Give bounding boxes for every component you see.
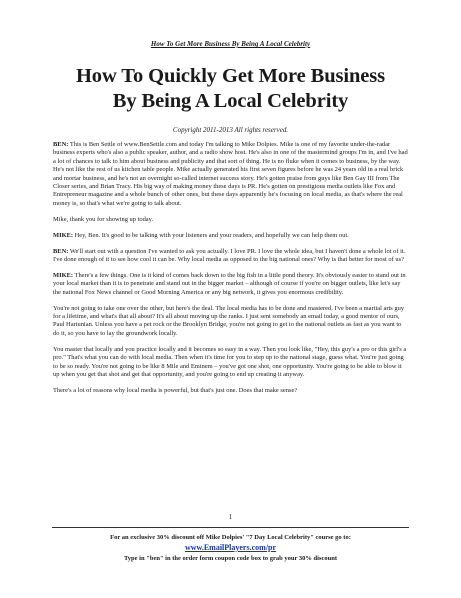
paragraph [53, 272, 408, 297]
paragraph-text: You're not going to take one over the other, but here's the deal. The local media has to be done and mastered. I've been a martial arts guy for a lifetime, and what's that all about? It's all about moving up the ranks. I just sent somebody an email today, a good mentor of ours, Paul Hartunian. Unless you have a pet rock or the Brooklyn Bridge, you're not going to get to the national outlets as fast as you want to do it, so you have to lay the groundwork locally. [53, 304, 405, 337]
footer-offer-text: For an exclusive 30% discount off Mike Dolpies' "7 Day Local Celebrity" course go to: [110, 534, 351, 541]
paragraph [53, 305, 408, 339]
page-number: 1 [228, 513, 233, 521]
paragraph [53, 232, 408, 240]
interview-body [53, 141, 408, 403]
paragraph-text: Hey, Ben. It's good to be talking with your listeners and your readers, and hopefully we can help them out. [73, 231, 349, 239]
speaker-label: BEN: [53, 141, 69, 148]
page-title [40, 64, 421, 114]
paragraph-text: There's a lot of reasons why local media is powerful, but that's just one. Does that make sense? [53, 386, 298, 394]
paragraph [53, 387, 408, 395]
title-line-2: By Being A Local Celebrity [112, 90, 349, 112]
paragraph [53, 346, 408, 380]
paragraph-text: Mike, thank you for showing up today. [53, 215, 154, 223]
speaker-label: MIKE: [53, 271, 74, 279]
title-line-1: How To Quickly Get More Business [75, 65, 386, 87]
copyright-notice: Copyright 2011-2013 All rights reserved. [172, 126, 289, 134]
running-header: How To Get More Business By Being A Local Celebrity [150, 40, 311, 48]
footer-divider [52, 527, 409, 528]
footer-coupon-text: Type in "ben" in the order form coupon code box to grab your 30% discount [123, 555, 338, 562]
footer-link[interactable]: www.EmailPlayers.com/pr [184, 543, 277, 552]
paragraph-text: You master that locally and you practice locally and it becomes so easy in a way. Then you look like, "Hey, this guy's a pro or this girl's a pro." That's what you can do with local media. Then when it's time for you to step up to the national stage, guess what. You're just going to be so ready. You're not going to be like 8 Mile and Eminem – you've got one shot, one opportunity. You're going to be able to blow it up when you get that shot and get that opportunity, and you're going to end up creating it anyway. [53, 345, 407, 378]
paragraph [53, 248, 408, 265]
paragraph-text: There's a few things. One is it kind of comes back down to the big fish in a little pond theory. It's obviously easier to stand out in your local market than it is to penetrate and stand out in the bigger market – although of course if you're on bigger outlets, like let's say the national Fox News channel or Good Morning America or any big network, it gives you enormous credibility. [53, 271, 406, 296]
paragraph-text: We'll start out with a question I've wanted to ask you actually. I love PR. I love the whole idea, but I haven't done a whole lot of it. I've done enough of it to see how cool it can be. Why local media as opposed to the big national ones? Why is that better for most of us? [53, 247, 406, 263]
footer [0, 533, 461, 564]
paragraph-text: This is Ben Settle of www.BenSettle.com and today I'm talking to Mike Dolpies. Mike is one of my favorite under-the-radar business experts who's also a public speaker, author, and a radio show host. He's also in one of the mastermind groups I'm in, and I've had a lot of chances to talk to him about business and publicity and that sort of thing. He is no fluke when it comes to business, by the way. He's not like the rest of us kitchen table people. Mike actually generated his first seven figures before he was 24 years old in a real brick and mortar business, and he's not an overnight so-called internet success story. He's gotten praise from guys like Ben Gay III from The Closer series, and Brian Tracy. His big way of making money these days is PR. He's gotten on prestigious media outlets like Fox and Entrepreneur magazine and a whole bunch of other ones, but these days apparently he's focusing on local media, as that's where the real money is, so that's what we're going to talk about. [53, 141, 408, 207]
paragraph [53, 216, 408, 224]
speaker-label: BEN: [53, 247, 69, 255]
paragraph [53, 141, 408, 208]
speaker-label: MIKE: [53, 231, 74, 239]
